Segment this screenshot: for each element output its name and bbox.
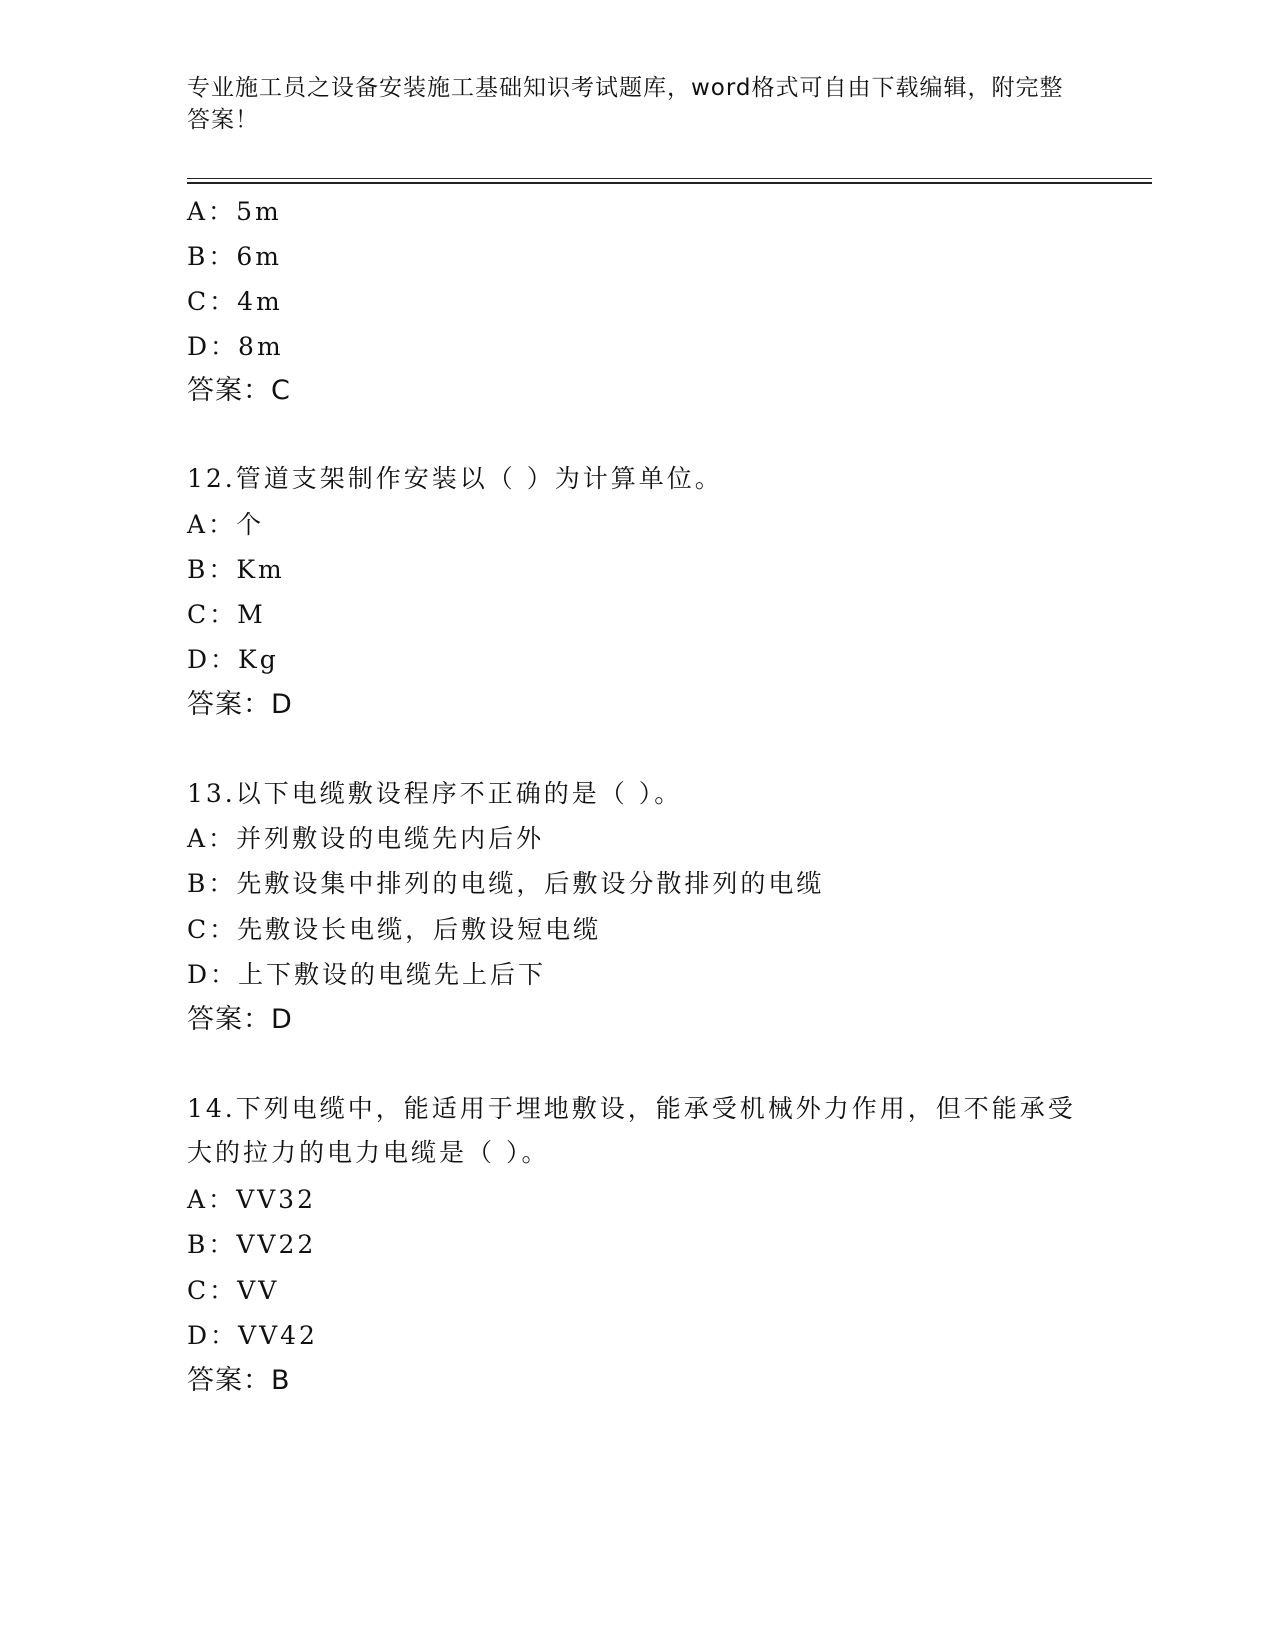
q14-answer: 答案：B [187,1365,291,1396]
q12-option-a [187,508,264,542]
option-label: D： [187,332,239,361]
option-label: D： [187,645,239,674]
option-text: 个 [236,510,265,539]
q14-option-c [187,1274,279,1308]
option-label: A： [187,1185,237,1214]
option-label: B： [187,869,237,898]
option-text: 先敷设集中排列的电缆，后敷设分散排列的电缆 [236,869,825,898]
option-text: 先敷设长电缆，后敷设短电缆 [237,915,602,944]
document-header: 专业施工员之设备安装施工基础知识考试题库，word格式可自由下载编辑，附完整答案！ [187,75,1064,133]
q12-option-d [187,643,279,677]
q11-answer: 答案：C [187,375,291,406]
option-label: C： [187,1276,238,1305]
option-label: A： [187,510,237,539]
option-label: B： [187,555,237,584]
q13-option-c [187,913,601,947]
q12-answer: 答案：D [187,689,293,720]
option-label: A： [187,824,237,853]
option-text: Kg [238,645,279,674]
option-text: VV42 [238,1321,318,1350]
q13-option-b [187,867,824,901]
option-text: 6m [236,242,282,271]
q14-option-a [187,1183,316,1217]
q11-option-c [187,285,283,319]
option-label: B： [187,1230,237,1259]
option-label: C： [187,287,238,316]
option-label: D： [187,960,239,989]
option-text: 4m [237,287,283,316]
option-text: M [237,600,266,629]
option-text: 8m [238,332,284,361]
q13-option-a [187,822,544,856]
q13-option-d [187,958,546,992]
header-divider-thick [187,182,1152,184]
q12-option-b [187,553,285,587]
q14-option-b [187,1228,316,1262]
q11-option-a [187,195,282,229]
option-text: VV [237,1276,280,1305]
option-label: A： [187,197,237,226]
q14-option-d [187,1319,318,1353]
q12-option-c [187,598,266,632]
q14-stem: 14.下列电缆中，能适用于埋地敷设，能承受机械外力作用，但不能承受大的拉力的电力电缆是（ ）。 [187,1094,1076,1167]
option-text: VV32 [236,1185,316,1214]
q11-option-b [187,240,282,274]
option-text: 并列敷设的电缆先内后外 [236,824,545,853]
option-label: C： [187,915,238,944]
option-label: B： [187,242,237,271]
q12-stem: 12.管道支架制作安装以（ ）为计算单位。 [187,464,723,493]
q13-answer: 答案：D [187,1004,293,1035]
option-text: 5m [236,197,282,226]
q13-stem: 13.以下电缆敷设程序不正确的是（ ）。 [187,779,683,808]
q11-option-d [187,330,284,364]
option-text: VV22 [236,1230,317,1259]
option-text: 上下敷设的电缆先上后下 [238,960,547,989]
option-label: D： [187,1321,239,1350]
option-text: Km [236,555,285,584]
option-label: C： [187,600,238,629]
header-divider-thin [187,178,1152,179]
